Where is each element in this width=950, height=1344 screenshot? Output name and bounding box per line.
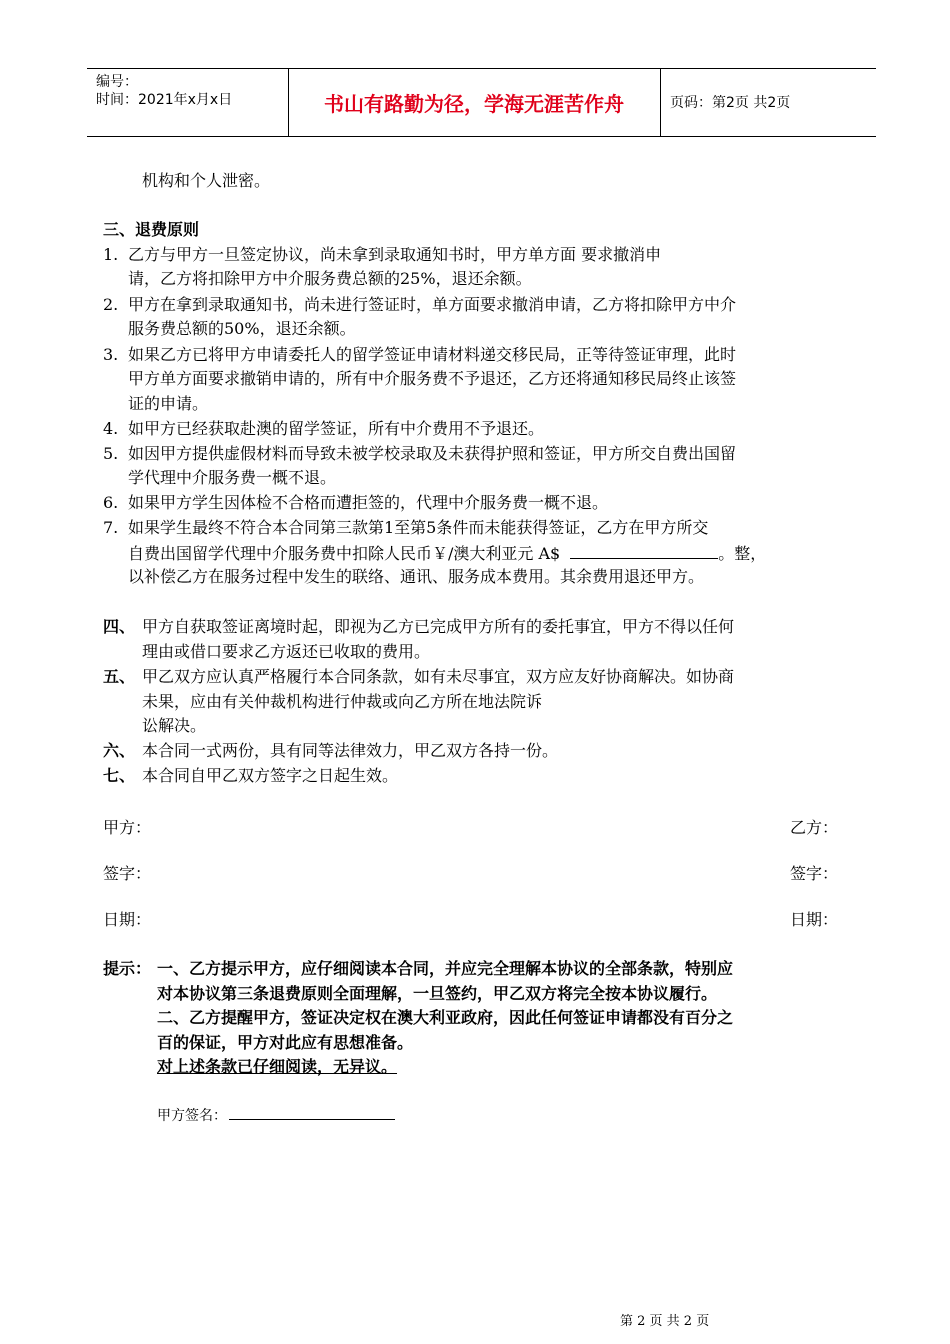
list-item-text: 如甲方已经获取赴澳的留学签证，所有中介费用不予退还。 bbox=[128, 419, 545, 438]
list-item-text: 证的申请。 bbox=[128, 394, 209, 413]
signature-line-label: 甲方签名： bbox=[157, 1108, 227, 1124]
list-item-text: 如果甲方学生因体检不合格而遭拒签的，代理中介服务费一概不退。 bbox=[128, 493, 609, 512]
clause-text: 讼解决。 bbox=[142, 716, 207, 735]
list-item-text: 服务费总额的50%，退还余额。 bbox=[128, 319, 356, 338]
party-a-signature-label: 签字： bbox=[103, 864, 152, 883]
tips-text: 对本协议第三条退费原则全面理解，一旦签约，甲乙双方将完全按本协议履行。 bbox=[157, 984, 718, 1003]
signature-blank bbox=[229, 1103, 395, 1120]
list-item-number: 2. bbox=[103, 295, 119, 314]
list-item-text: 甲方单方面要求撤销申请的，所有中介服务费不予退还，乙方还将通知移民局终止该签 bbox=[128, 369, 737, 388]
document-header bbox=[87, 68, 876, 137]
list-item-number: 7. bbox=[103, 518, 119, 537]
page-info: 页码：第2页 共2页 bbox=[670, 95, 791, 111]
continuation-text: 机构和个人泄密。 bbox=[142, 171, 271, 190]
document-time: 时间：2021年x月x日 bbox=[96, 92, 233, 108]
list-item-text bbox=[128, 542, 766, 565]
page-footer: 第 2 页 共 2 页 bbox=[620, 1314, 710, 1329]
clause-text: 甲方自获取签证离境时起，即视为乙方已完成甲方所有的委托事宜，甲方不得以任何 bbox=[142, 617, 735, 636]
list-item-number: 1. bbox=[103, 245, 119, 264]
amount-blank bbox=[570, 542, 718, 559]
party-a-date-label: 日期： bbox=[103, 910, 152, 929]
tips-label: 提示： bbox=[103, 959, 152, 978]
document-number-label: 编号： bbox=[96, 74, 138, 90]
list-item-number: 5. bbox=[103, 444, 119, 463]
clause-text: 本合同自甲乙双方签字之日起生效。 bbox=[142, 766, 399, 785]
clause-text: 未果，应由有关仲裁机构进行仲裁或向乙方所在地法院诉 bbox=[142, 692, 543, 711]
clause-text: 甲乙双方应认真严格履行本合同条款，如有未尽事宜，双方应友好协商解决。如协商 bbox=[142, 667, 735, 686]
clause-number: 四、 bbox=[103, 617, 136, 636]
tips-text: 百的保证，甲方对此应有思想准备。 bbox=[157, 1033, 414, 1052]
party-b-date-label: 日期： bbox=[790, 910, 839, 929]
clause-text: 理由或借口要求乙方返还已收取的费用。 bbox=[142, 642, 431, 661]
clause-number: 六、 bbox=[103, 741, 136, 760]
section-heading: 三、退费原则 bbox=[103, 220, 200, 239]
header-motto: 书山有路勤为径，学海无涯苦作舟 bbox=[324, 92, 624, 116]
list-item-text: 请，乙方将扣除甲方中介服务费总额的25%，退还余额。 bbox=[128, 269, 532, 288]
party-a-signature-line bbox=[157, 1103, 395, 1127]
header-divider bbox=[660, 69, 661, 136]
refund-deduction-suffix: 。整， bbox=[718, 544, 767, 563]
list-item-text: 学代理中介服务费一概不退。 bbox=[128, 468, 337, 487]
acknowledgement-text: 对上述条款已仔细阅读，无异议。 bbox=[157, 1057, 398, 1076]
clause-number: 五、 bbox=[103, 667, 136, 686]
list-item-text: 以补偿乙方在服务过程中发生的联络、通讯、服务成本费用。其余费用退还甲方。 bbox=[128, 567, 705, 586]
list-item-number: 4. bbox=[103, 419, 119, 438]
list-item-text: 如果学生最终不符合本合同第三款第1至第5条件而未能获得签证，乙方在甲方所交 bbox=[128, 518, 709, 537]
list-item-text: 如因甲方提供虚假材料而导致未被学校录取及未获得护照和签证，甲方所交自费出国留 bbox=[128, 444, 737, 463]
party-a-label: 甲方： bbox=[103, 818, 152, 837]
list-item-number: 3. bbox=[103, 345, 119, 364]
refund-deduction-text: 自费出国留学代理中介服务费中扣除人民币￥/澳大利亚元 A$ bbox=[128, 544, 561, 563]
clause-text: 本合同一式两份，具有同等法律效力，甲乙双方各持一份。 bbox=[142, 741, 559, 760]
tips-text: 二、乙方提醒甲方，签证决定权在澳大利亚政府，因此任何签证申请都没有百分之 bbox=[157, 1008, 734, 1027]
tips-text: 一、乙方提示甲方，应仔细阅读本合同，并应完全理解本协议的全部条款，特别应 bbox=[157, 959, 734, 978]
list-item-text: 乙方与甲方一旦签定协议，尚未拿到录取通知书时，甲方单方面 要求撤消申 bbox=[128, 245, 662, 264]
list-item-number: 6. bbox=[103, 493, 119, 512]
list-item-text: 如果乙方已将甲方申请委托人的留学签证申请材料递交移民局，正等待签证审理，此时 bbox=[128, 345, 737, 364]
party-b-signature-label: 签字： bbox=[790, 864, 839, 883]
list-item-text: 甲方在拿到录取通知书，尚未进行签证时，单方面要求撤消申请，乙方将扣除甲方中介 bbox=[128, 295, 737, 314]
party-b-label: 乙方： bbox=[790, 818, 839, 837]
clause-number: 七、 bbox=[103, 766, 136, 785]
